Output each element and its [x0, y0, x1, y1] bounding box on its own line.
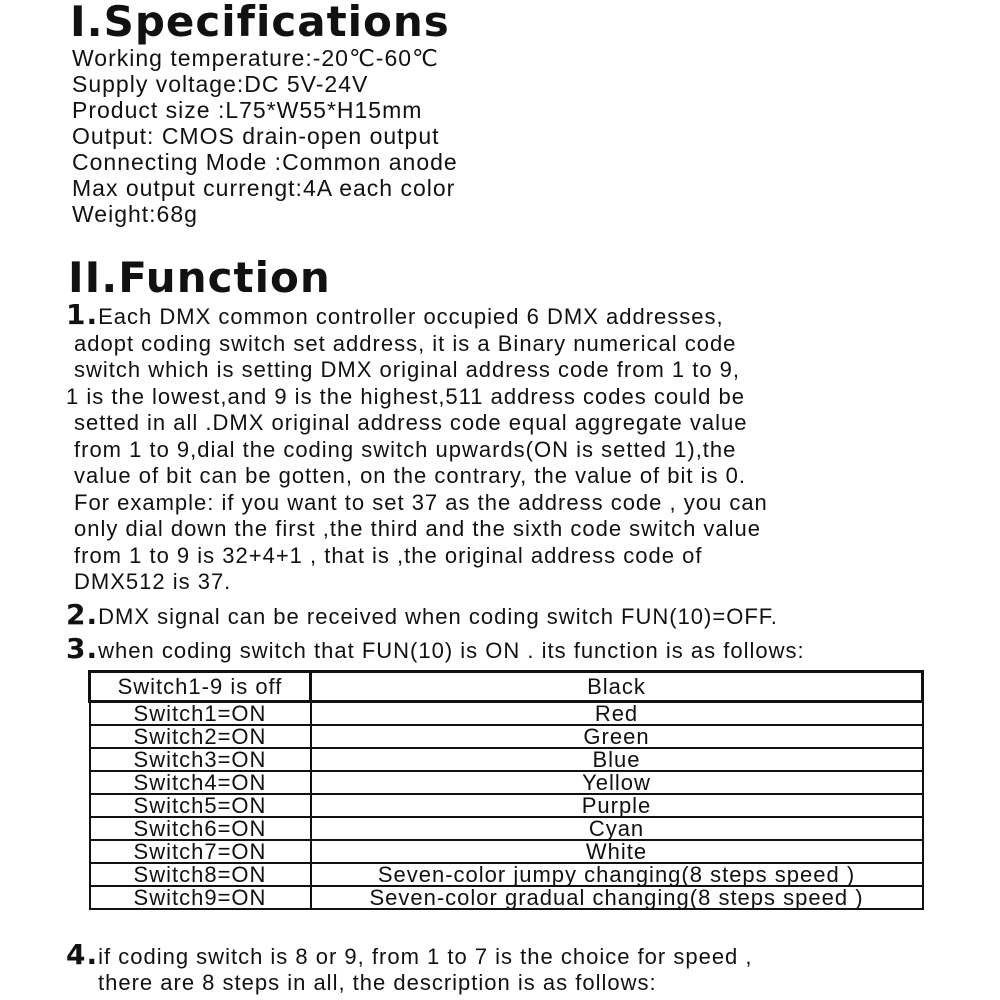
table-row	[90, 702, 923, 726]
item-1-number: 1.	[66, 298, 99, 331]
item-1-line: 1.Each DMX common controller occupied 6 DMX addresses,	[66, 298, 724, 331]
table-row	[90, 672, 923, 702]
table-row	[90, 748, 923, 771]
item-1-line: switch which is setting DMX original address code from 1 to 9,	[74, 357, 741, 382]
switch-cell: Switch5=ON	[90, 794, 311, 817]
function-cell: Red	[311, 702, 923, 726]
item-2-text: DMX signal can be received when coding switch FUN(10)=OFF.	[98, 604, 778, 629]
switch-cell: Switch1-9 is off	[90, 672, 311, 702]
function-cell: White	[311, 840, 923, 863]
switch-cell: Switch6=ON	[90, 817, 311, 840]
specifications-heading: I.Specifications	[70, 0, 450, 46]
function-item-1	[66, 298, 986, 596]
spec-output: Output: CMOS drain-open output	[72, 123, 440, 149]
switch-function-table	[88, 670, 924, 910]
switch-cell: Switch2=ON	[90, 725, 311, 748]
function-cell: Seven-color jumpy changing(8 steps speed )	[311, 863, 923, 886]
function-cell: Green	[311, 725, 923, 748]
specifications-list	[72, 45, 458, 227]
item-3-text: when coding switch that FUN(10) is ON . its function is as follows:	[98, 638, 805, 663]
table-row	[90, 840, 923, 863]
item-1-line: from 1 to 9 is 32+4+1 , that is ,the original address code of	[74, 542, 703, 568]
switch-cell: Switch3=ON	[90, 748, 311, 771]
item-1-line: 1 is the lowest,and 9 is the highest,511 address codes could be	[66, 383, 745, 409]
table-row	[90, 725, 923, 748]
function-cell: Blue	[311, 748, 923, 771]
spec-connecting-mode: Connecting Mode :Common anode	[72, 149, 458, 175]
item-2-number: 2.	[66, 598, 99, 631]
item-4-number: 4.	[66, 938, 99, 971]
item-1-line: adopt coding switch set address, it is a Binary numerical code	[74, 330, 737, 356]
function-cell: Seven-color gradual changing(8 steps speed )	[311, 886, 923, 909]
item-1-line: from 1 to 9,dial the coding switch upwards(ON is setted 1),the	[74, 436, 737, 462]
item-4-line: there are 8 steps in all, the description is as follows:	[98, 970, 657, 995]
function-cell: Black	[311, 672, 923, 702]
spec-supply-voltage: Supply voltage:DC 5V-24V	[72, 71, 369, 97]
item-3-number: 3.	[66, 632, 99, 665]
function-item-4	[66, 938, 753, 996]
function-item-2	[66, 598, 778, 631]
switch-cell: Switch4=ON	[90, 771, 311, 794]
table-row	[90, 794, 923, 817]
table-row	[90, 817, 923, 840]
item-1-line: DMX512 is 37.	[74, 569, 232, 594]
function-cell: Cyan	[311, 817, 923, 840]
switch-cell: Switch9=ON	[90, 886, 311, 909]
function-heading: II.Function	[68, 253, 331, 302]
function-item-3	[66, 632, 805, 665]
item-1-line: value of bit can be gotten, on the contrary, the value of bit is 0.	[74, 463, 746, 488]
function-cell: Yellow	[311, 771, 923, 794]
switch-cell: Switch7=ON	[90, 840, 311, 863]
function-cell: Purple	[311, 794, 923, 817]
spec-weight: Weight:68g	[72, 201, 198, 227]
item-1-line: only dial down the first ,the third and the sixth code switch value	[74, 516, 762, 541]
spec-max-output-current: Max output currengt:4A each color	[72, 175, 456, 201]
switch-cell: Switch1=ON	[90, 702, 311, 726]
item-1-line: setted in all .DMX original address code equal aggregate value	[74, 410, 748, 435]
spec-product-size: Product size :L75*W55*H15mm	[72, 97, 423, 123]
table-row	[90, 771, 923, 794]
spec-working-temperature: Working temperature:-20℃-60℃	[72, 45, 439, 71]
switch-cell: Switch8=ON	[90, 863, 311, 886]
item-4-line: 4.if coding switch is 8 or 9, from 1 to 7 is the choice for speed ,	[66, 938, 753, 971]
table-row	[90, 863, 923, 886]
table-row	[90, 886, 923, 909]
item-1-line: For example: if you want to set 37 as the address code , you can	[74, 489, 768, 515]
